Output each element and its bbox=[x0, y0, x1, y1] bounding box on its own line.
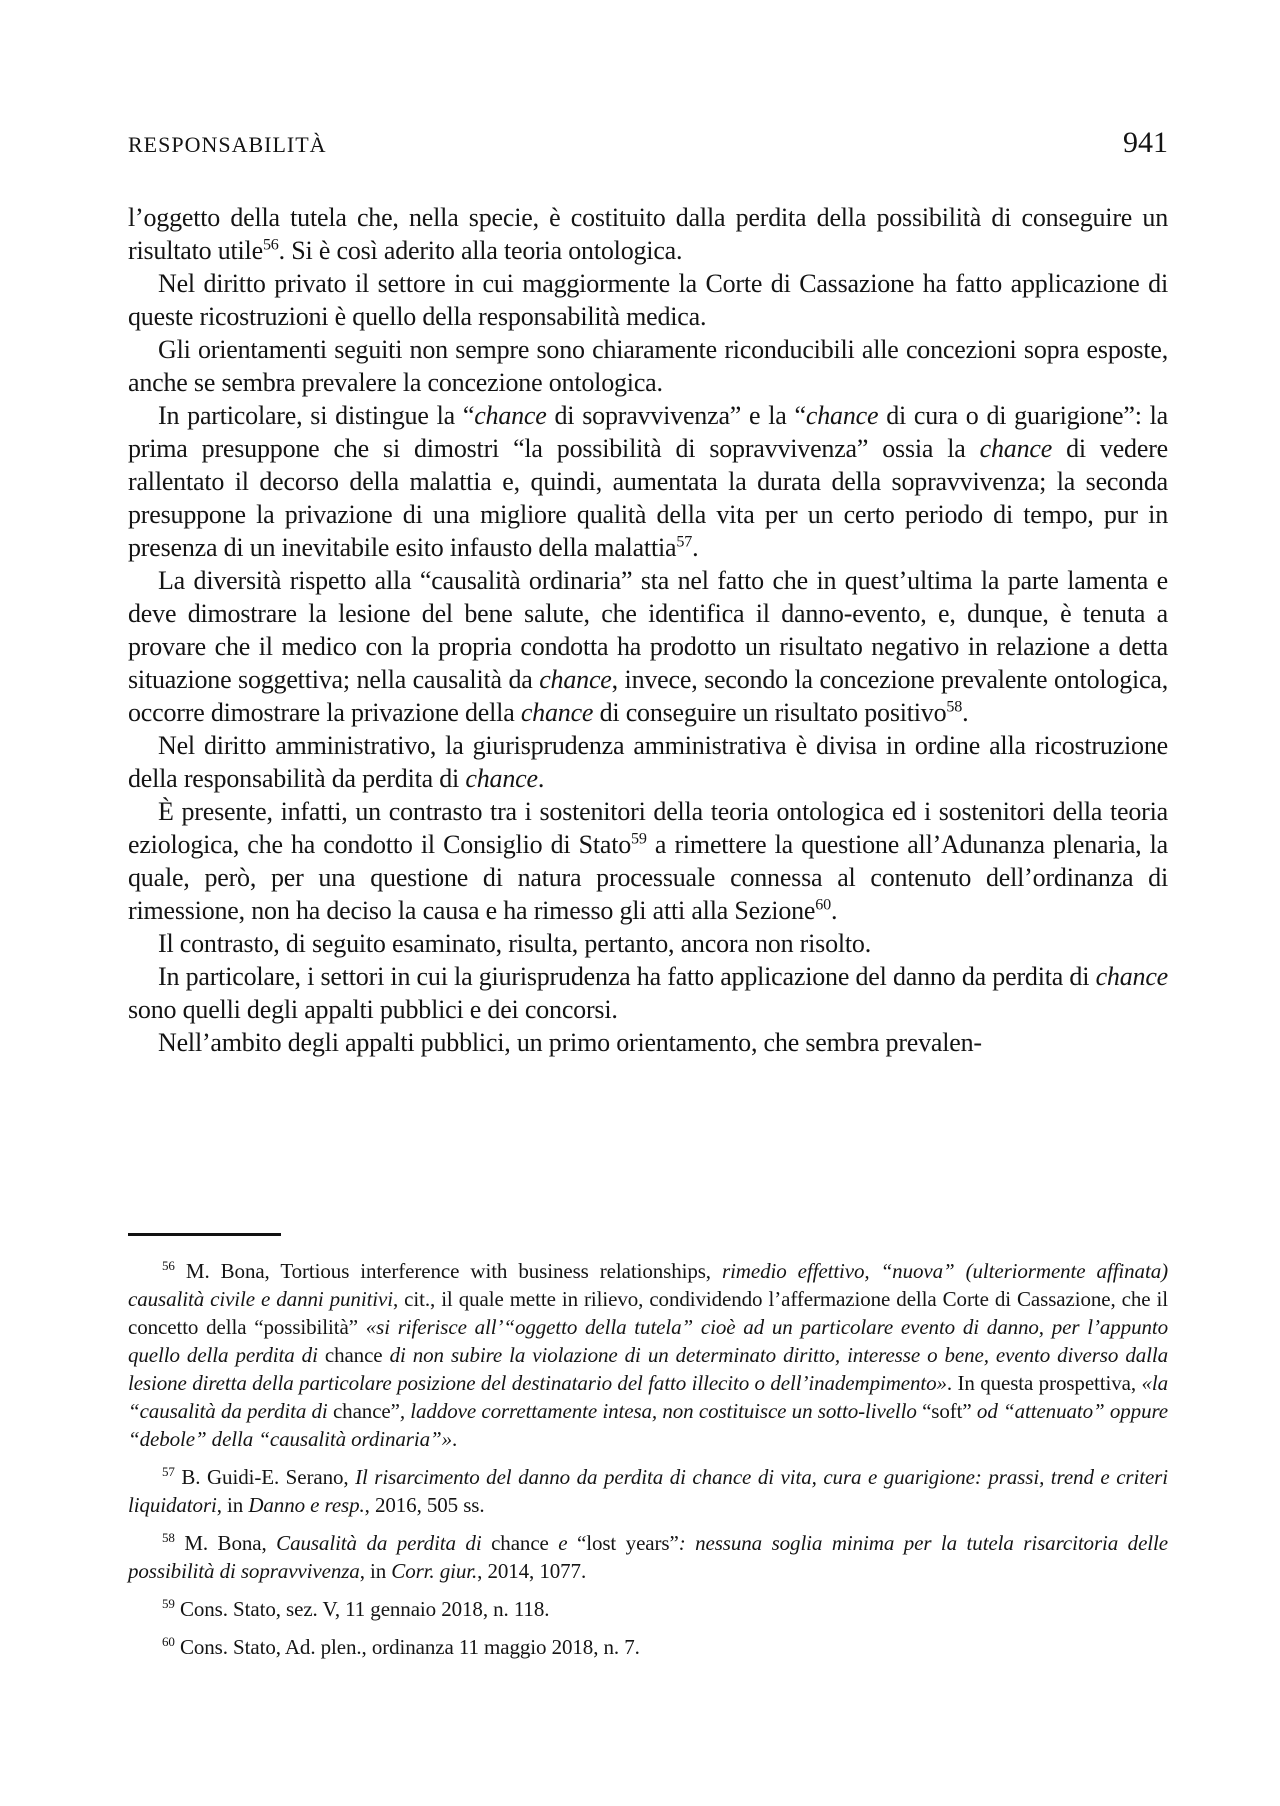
running-header bbox=[128, 126, 1168, 160]
footnote: $^{60}$ Cons. Stato, Ad. plen., ordinanza 11 maggio 2018, n. 7. bbox=[162, 1634, 640, 1659]
body-paragraph: Nel diritto amministrativo, la giurisprudenza amministrativa è divisa in ordine alla ricostruzione della responsabilità da perdita di chance. bbox=[128, 731, 1168, 793]
body-paragraph: l’oggetto della tutela che, nella specie, è costituito dalla perdita della possibilità di conseguire un risultato utile$^{56}$. Si è così aderito alla teoria ontologica. bbox=[128, 203, 1168, 265]
body-paragraph: Nell’ambito degli appalti pubblici, un primo orientamento, che sembra prevalen- bbox=[158, 1028, 982, 1057]
footnote: $^{59}$ Cons. Stato, sez. V, 11 gennaio 2018, n. 118. bbox=[162, 1596, 550, 1621]
footnote: $^{57}$ B. Guidi-E. Serano, Il risarcimento del danno da perdita di chance di vita, cura e guarigione: prassi, trend e criteri liquidatori, in Danno e resp., 2016, 505 ss. bbox=[128, 1464, 1168, 1517]
page-number: 941 bbox=[1123, 126, 1168, 159]
body-paragraph: In particolare, i settori in cui la giurisprudenza ha fatto applicazione del danno da perdita di chance sono quelli degli appalti pubblici e dei concorsi. bbox=[128, 962, 1168, 1024]
body-paragraph: In particolare, si distingue la “chance di sopravvivenza” e la “chance di cura o di guarigione”: la prima presuppone che si dimostri “la possibilità di sopravvivenza” ossia la chance di vedere rallentato il decorso della malattia e, quindi, aumentata la durata della sopravvivenza; la seconda presuppone la privazione di una migliore qualità della vita per un certo periodo di tempo, pur in presenza di un inevitabile esito infausto della malattia$^{57}$. bbox=[128, 401, 1168, 562]
footnote: $^{58}$ M. Bona, Causalità da perdita di chance e “lost years”: nessuna soglia minima per la tutela risarcitoria delle possibilità di sopravvivenza, in Corr. giur., 2014, 1077. bbox=[128, 1530, 1168, 1583]
footnote-separator bbox=[128, 1233, 281, 1236]
body-text-block bbox=[128, 201, 1168, 1229]
body-paragraph: Nel diritto privato il settore in cui maggiormente la Corte di Cassazione ha fatto applicazione di queste ricostruzioni è quello della responsabilità medica. bbox=[128, 269, 1168, 331]
body-paragraph: Gli orientamenti seguiti non sempre sono chiaramente riconducibili alle concezioni sopra esposte, anche se sembra prevalere la concezione ontologica. bbox=[128, 335, 1168, 397]
running-header-title: RESPONSABILITÀ bbox=[128, 132, 327, 157]
footnote: $^{56}$ M. Bona, Tortious interference with business relationships, rimedio effettivo, “nuova” (ulteriormente affinata) causalità civile e danni punitivi, cit., il quale mette in rilievo, condividendo l’affermazione della Corte di Cassazione, che il concetto della “possibilità” «si riferisce all’“oggetto della tutela” cioè ad un particolare evento di danno, per l’appunto quello della perdita di chance di non subire la violazione di un determinato diritto, interesse o bene, evento diverso dalla lesione diretta della particolare posizione del destinatario del fatto illecito o dell’inadempimento». In questa prospettiva, «la “causalità da perdita di chance”, laddove correttamente intesa, non costituisce un sotto-livello “soft” od “attenuato” oppure “debole” della “causalità ordinaria”». bbox=[128, 1258, 1168, 1451]
body-paragraph: Il contrasto, di seguito esaminato, risulta, pertanto, ancora non risolto. bbox=[158, 929, 872, 958]
body-paragraph: È presente, infatti, un contrasto tra i sostenitori della teoria ontologica ed i sostenitori della teoria eziologica, che ha condotto il Consiglio di Stato$^{59}$ a rimettere la questione all’Adunanza plenaria, la quale, però, per una questione di natura processuale connessa al contenuto dell’ordinanza di rimessione, non ha deciso la causa e ha rimesso gli atti alla Sezione$^{60}$. bbox=[128, 797, 1168, 925]
body-paragraph: La diversità rispetto alla “causalità ordinaria” sta nel fatto che in quest’ultima la parte lamenta e deve dimostrare la lesione del bene salute, che identifica il danno-evento, e, dunque, è tenuta a provare che il medico con la propria condotta ha prodotto un risultato negativo in relazione a detta situazione soggettiva; nella causalità da chance, invece, secondo la concezione prevalente ontologica, occorre dimostrare la privazione della chance di conseguire un risultato positivo$^{58}$. bbox=[128, 566, 1168, 727]
footnotes-block bbox=[128, 1257, 1168, 1671]
